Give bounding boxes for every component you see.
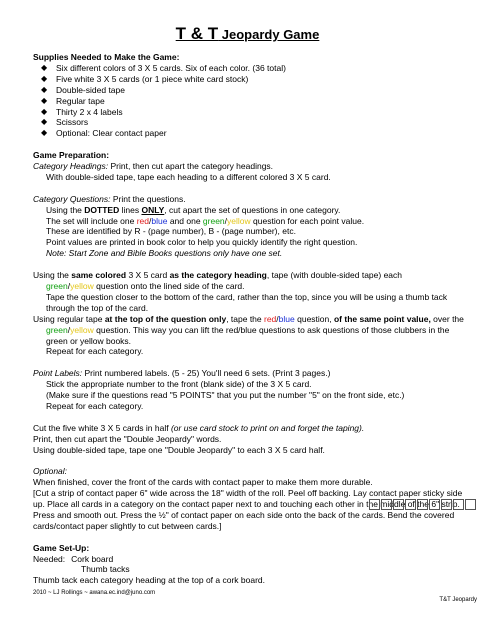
tape-bottom-step: Tape the question closer to the bottom of the card, rather than the top, since you will be using a thumb tack through the top of the card. (46, 291, 448, 313)
same-color-step-cont: green/yellow question onto the lined side of the card. (46, 280, 245, 291)
questions-step-2: The set will include one red/blue and one green/yellow question for each point value. (46, 215, 365, 226)
point-labels-line: Point Labels: Print numbered labels. (5 - 25) You'll need 6 sets. (Print 3 pages.) (33, 368, 331, 379)
setup-instruction: Thumb tack each category heading at the top of a cork board. (33, 575, 266, 586)
point-labels-step-3: Repeat for each category. (46, 400, 144, 411)
diamond-bullet-icon: ◆ (41, 117, 48, 127)
supply-item: ◆ Scissors (41, 117, 89, 128)
setup-heading: Game Set-Up: (33, 542, 90, 553)
regular-tape-step: Using regular tape at the top of the question only, tape the red/blue question, of the same point value, over the green/yellow question. This way you can lift the red/blue questions to ask questions of those clubbers in the green or yellow books. (33, 313, 464, 346)
title-suffix: Jeopardy Game (218, 27, 320, 42)
cut-guide-box (369, 499, 380, 510)
supply-item: ◆ Regular tape (41, 95, 105, 106)
cut-guide-box (405, 499, 416, 510)
diamond-bullet-icon: ◆ (41, 128, 48, 138)
optional-label: Optional: (33, 466, 68, 477)
questions-step-3: These are identified by R - (page number), B - (page number), etc. (46, 226, 296, 237)
questions-note: Note: Start Zone and Bible Books questions only have one set. (46, 248, 283, 259)
page-title (0, 24, 495, 44)
prep-heading: Game Preparation: (33, 150, 110, 161)
cut-guide-box (441, 499, 452, 510)
supply-item: ◆ Thirty 2 x 4 labels (41, 106, 123, 117)
same-color-step: Using the same colored 3 X 5 card as the category heading, tape (with double-sided tape) each (33, 270, 403, 281)
category-questions-line: Category Questions: Print the questions. (33, 193, 186, 204)
cut-guide-boxes (369, 499, 477, 511)
footer-title: T&T Jeopardy (439, 597, 477, 603)
double-jeopardy-step-1: Print, then cut apart the "Double Jeopardy" words. (33, 433, 222, 444)
supply-item: ◆ Optional: Clear contact paper (41, 128, 167, 139)
repeat-step: Repeat for each category. (46, 346, 144, 357)
supplies-heading: Supplies Needed to Make the Game: (33, 52, 180, 62)
point-labels-step-2: (Make sure if the questions read "5 POINTS" that you put the number "5" on the front side, etc.) (46, 390, 405, 401)
cut-guide-box (381, 499, 392, 510)
cut-guide-box (417, 499, 428, 510)
supply-item: ◆ Double-sided tape (41, 84, 125, 95)
footer-credit: 2010 ~ LJ Rollings ~ awana.ec.ind@juno.com (33, 590, 156, 596)
category-headings-step: With double-sided tape, tape each heading to a different colored 3 X 5 card. (46, 171, 331, 182)
questions-step-4: Point values are printed in book color to help you quickly identify the right question. (46, 237, 358, 248)
optional-step-1: When finished, cover the front of the cards with contact paper to make them more durable. (33, 477, 373, 488)
diamond-bullet-icon: ◆ (41, 62, 48, 72)
title-prefix: T & T (175, 24, 219, 43)
optional-step-2: [Cut a strip of contact paper 6" wide across the 18" width of the roll. Peel off backing. Lay contact paper sticky side up. Place all cards in a category on the contact paper next to and touching each other in the middle of the 6" strip. Press and smooth out. Press the ½" of contact paper on each side onto the back of the cards. Bend the covered cards/contact paper slightly to cut between cards.] (33, 488, 463, 531)
white-cards-step: Cut the five white 3 X 5 cards in half (or use card stock to print on and forget the taping). (33, 422, 365, 433)
questions-step-1: Using the DOTTED lines ONLY, cut apart the set of questions in one category. (46, 204, 341, 215)
point-labels-step-1: Stick the appropriate number to the front (blank side) of the 3 X 5 card. (46, 379, 312, 390)
supply-item: ◆ Five white 3 X 5 cards (or 1 piece white card stock) (41, 73, 249, 84)
diamond-bullet-icon: ◆ (41, 73, 48, 83)
cut-guide-box (393, 499, 404, 510)
cut-guide-box (453, 499, 464, 510)
setup-needed-line: Needed: Cork board (33, 553, 114, 564)
setup-needed-line-2: Thumb tacks (81, 564, 130, 575)
diamond-bullet-icon: ◆ (41, 106, 48, 116)
supplies-list (33, 63, 473, 139)
category-headings-line: Category Headings: Print, then cut apart the category headings. (33, 161, 274, 172)
diamond-bullet-icon: ◆ (41, 95, 48, 105)
diamond-bullet-icon: ◆ (41, 84, 48, 94)
double-jeopardy-step-2: Using double-sided tape, tape one "Double Jeopardy" to each 3 X 5 card half. (33, 444, 325, 455)
cut-guide-box (465, 499, 476, 510)
cut-guide-box (429, 499, 440, 510)
supply-item: ◆ Six different colors of 3 X 5 cards. Six of each color. (36 total) (41, 62, 286, 73)
